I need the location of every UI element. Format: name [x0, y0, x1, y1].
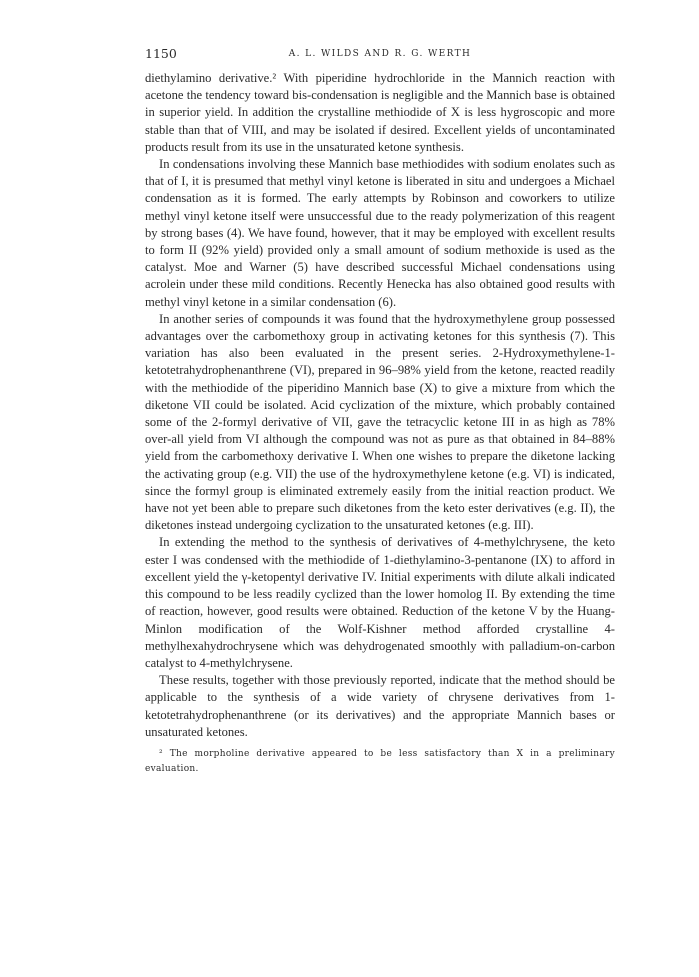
footnote: ² The morpholine derivative appeared to be less satisfactory than X in a preliminary evaluation. — [145, 748, 615, 774]
paragraph: In condensations involving these Mannich base methiodides with sodium enolates such as that of I, it is presumed that methyl vinyl ketone is liberated in situ and undergoes a Michael condensation as it is formed. The early attempts by Robinson and coworkers to utilize methyl vinyl ketone itself were unsuccessful due to the ready polymerization of this reagent by strong bases (4). We have found, however, that it may be employed with excellent results to form II (92% yield) provided only a small amount of sodium methoxide is used as the catalyst. Moe and Warner (5) have described successful Michael condensations using acrolein under these mild conditions. Recently Henecka has also obtained good results with methyl vinyl ketone in a similar condensation (6). — [145, 157, 615, 309]
body-text — [145, 70, 615, 741]
page-number: 1150 — [145, 46, 177, 61]
journal-page — [145, 44, 615, 777]
paragraph: diethylamino derivative.² With piperidine hydrochloride in the Mannich reaction with acetone the tendency toward bis-condensation is negligible and the Mannich base is obtained in superior yield. In addition the crystalline methiodide of X is less hygroscopic and more stable than that of VIII, and may be isolated if desired. Excellent yields of uncontaminated products result from its use in the unsaturated ketone synthesis. — [145, 71, 615, 154]
paragraph: These results, together with those previously reported, indicate that the method should be applicable to the synthesis of a wide variety of chrysene derivatives from 1-ketotetrahydrophenanthrene (or its derivatives) and the appropriate Mannich bases or unsaturated ketones. — [145, 673, 615, 739]
running-title: A. L. WILDS AND R. G. WERTH — [288, 49, 472, 59]
paragraph: In another series of compounds it was found that the hydroxymethylene group possessed advantages over the carbomethoxy group in activating ketones for this synthesis (7). This variation has also been evaluated in the present series. 2-Hydroxymethylene-1-ketotetrahydrophenanthrene (VI), prepared in 96–98% yield from the ketone, reacted readily with the methiodide of the piperidino Mannich base (X) to give a mixture from which the diketone VII could be isolated. Acid cyclization of the mixture, which probably contained some of the 2-formyl derivative of VII, gave the tetracyclic ketone III in as high as 78% over-all yield from VI although the compound was not as pure as that obtained in 84–88% yield from the carbomethoxy derivative I. When one wishes to prepare the diketone lacking the activating group (e.g. VII) the use of the hydroxymethylene ketone (e.g. VI) is indicated, since the formyl group is eliminated extremely easily from the initial reaction product. We have not yet been able to prepare such diketones from the keto ester derivatives (e.g. II), the diketones instead undergoing cyclization to the unsaturated ketones (e.g. III). — [145, 311, 615, 533]
running-head — [145, 44, 615, 64]
paragraph: In extending the method to the synthesis of derivatives of 4-methylchrysene, the keto ester I was condensed with the methiodide of 1-diethylamino-3-pentanone (IX) to afford in excellent yield the γ-ketopentyl derivative IV. Initial experiments with dilute alkali indicated this compound to be less readily cyclized than the lower homolog II. By extending the time of reaction, however, good results were obtained. Reduction of the ketone V by the Huang-Minlon modification of the Wolf-Kishner method afforded crystalline 4-methylhexahydrochrysene which was dehydrogenated smoothly with palladium-on-carbon catalyst to 4-methylchrysene. — [145, 535, 615, 670]
